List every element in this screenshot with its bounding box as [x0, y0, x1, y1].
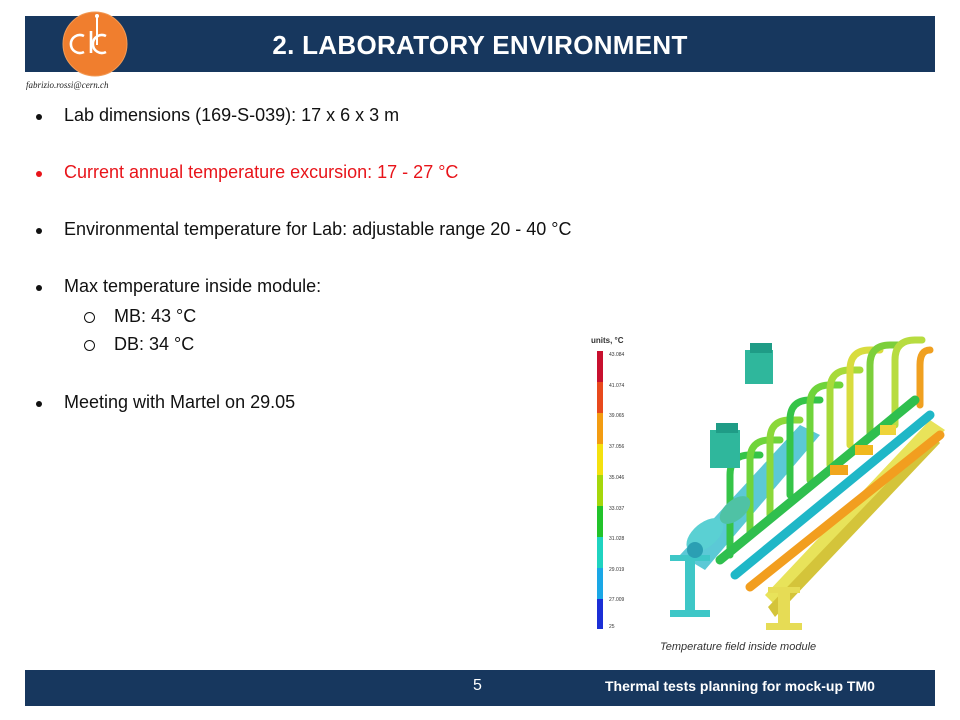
bullet-dot — [36, 228, 42, 234]
legend-tick: 27.009 — [609, 597, 625, 603]
slide-title: 2. LABORATORY ENVIRONMENT — [272, 30, 688, 60]
footer-title: Thermal tests planning for mock-up TM0 — [605, 678, 875, 694]
temperature-colorbar — [597, 351, 603, 629]
circle-bullet-icon — [84, 340, 95, 351]
page-number: 5 — [473, 677, 482, 694]
figure-caption: Temperature field inside module — [660, 641, 817, 653]
circle-bullet-icon — [84, 312, 95, 323]
legend-tick: 35.046 — [609, 475, 625, 481]
header-bar — [25, 16, 935, 72]
legend-tick: 31.028 — [609, 536, 625, 542]
clic-logo — [62, 11, 128, 77]
legend-title: units, °C — [591, 336, 624, 345]
legend-tick: 33.037 — [609, 506, 625, 512]
legend-tick: 41.074 — [609, 383, 625, 389]
bullet-dot — [36, 401, 42, 407]
legend-tick: 37.056 — [609, 444, 625, 450]
module-temperature-render — [650, 325, 945, 635]
bullet-dot — [36, 285, 42, 291]
legend-tick: 25 — [609, 624, 615, 630]
legend-tick: 43.084 — [609, 352, 625, 358]
author-email: fabrizio.rossi@cern.ch — [26, 80, 109, 90]
legend-tick: 29.019 — [609, 567, 625, 573]
legend-tick: 39.065 — [609, 413, 625, 419]
bullet-dot — [36, 171, 42, 177]
bullet-dot — [36, 114, 42, 120]
